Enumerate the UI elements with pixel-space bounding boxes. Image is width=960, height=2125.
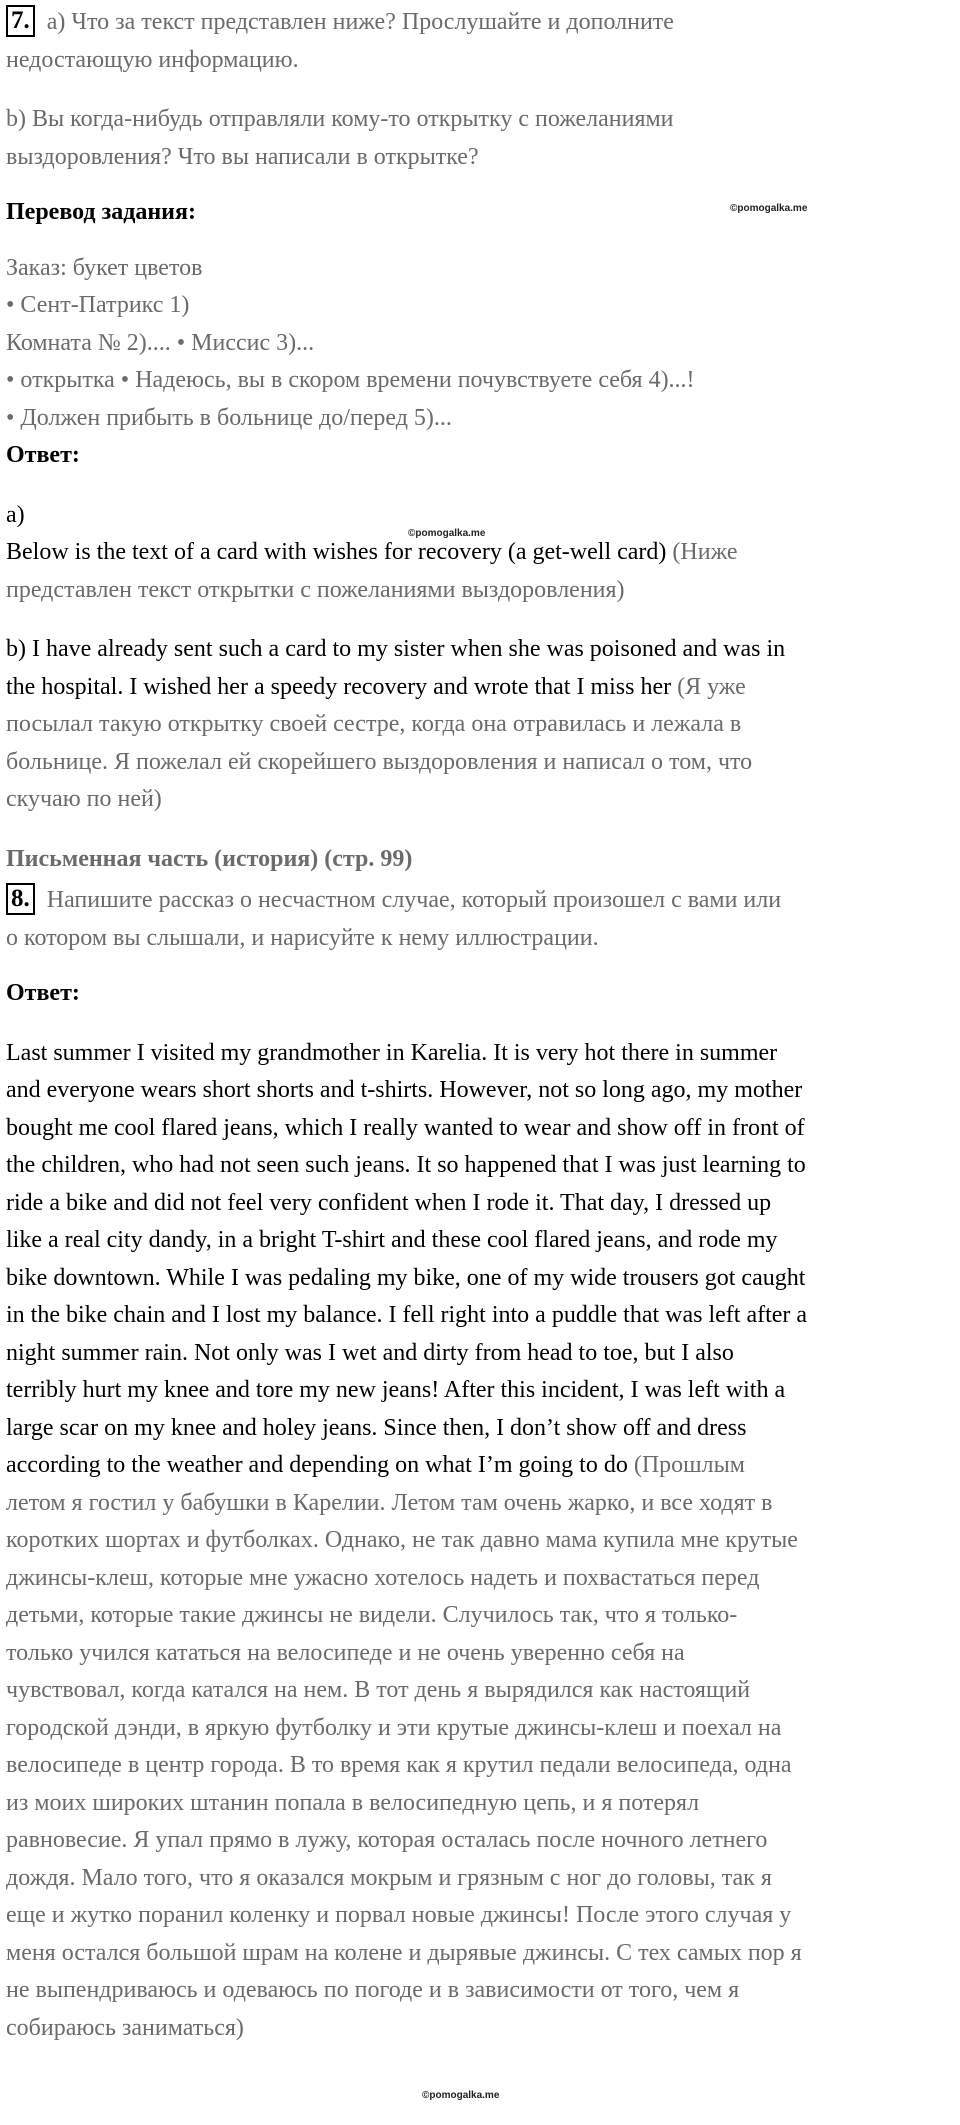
answer7-b-line1: b) I have already sent such a card to my sister when she was poisoned and was in [6, 636, 786, 662]
task8-number: 8. [6, 883, 35, 915]
answer8-en-line: bought me cool flared jeans, which I really wanted to wear and show off in front of [6, 1114, 805, 1141]
answer8-ru-line: летом я гостил у бабушки в Карелии. Летом там очень жарко, и все ходят в [6, 1489, 773, 1516]
answer8-ru-line: еще и жутко поранил коленку и порвал новые джинсы! После этого случая у [6, 1902, 792, 1928]
answer7-a-label: a) [6, 501, 25, 528]
translation-line-5: • Должен прибыть в больнице до/перед 5)... [6, 404, 452, 431]
answer8-en-line: bike downtown. While I was pedaling my bike, one of my wide trousers got caught [6, 1264, 806, 1291]
task7-b-line1: b) Вы когда-нибудь отправляли кому-то открытку с пожеланиями [6, 106, 674, 132]
translation-line-3: Комната № 2).... • Миссис 3)... [6, 329, 315, 356]
translation-line-1: Заказ: букет цветов [6, 254, 203, 281]
translation-line-2: • Сент-Патрикс 1) [6, 292, 190, 318]
watermark: ©pomogalka.me [730, 203, 808, 214]
answer8-ru-line: дождя. Мало того, что я оказался мокрым и грязным с ног до головы, так я [6, 1864, 772, 1891]
answer7-b-line2: the hospital. I wished her a speedy recovery and wrote that I miss her (Я уже [6, 673, 746, 700]
answer7-b-line5: скучаю по ней) [6, 786, 162, 812]
answer8-en-line: like a real city dandy, in a bright T-shirt and these cool flared jeans, and rode my [6, 1227, 778, 1253]
answer8-ru-line: чувствовал, когда катался на нем. В тот день я вырядился как настоящий [6, 1677, 751, 1703]
task7-number: 7. [6, 5, 35, 37]
answer8-ru-line: детьми, которые такие джинсы не видели. Случилось так, что я только- [6, 1602, 738, 1628]
translation-line-4: • открытка • Надеюсь, вы в скором времени почувствуете себя 4)...! [6, 367, 695, 393]
answer8-en-line: the children, who had not seen such jeans. It so happened that I was just learning to [6, 1152, 806, 1178]
answer8-en-line: ride a bike and did not feel very confident when I rode it. That day, I dressed up [6, 1189, 772, 1216]
answer7-heading: Ответ: [6, 442, 80, 468]
answer8-ru-line: только учился кататься на велосипеде и не очень уверенно себя на [6, 1639, 685, 1666]
answer8-ru-line: городской дэнди, в яркую футболку и эти крутые джинсы-клеш и поехал на [6, 1714, 782, 1741]
task7-a-line2: недостающую информацию. [6, 46, 299, 73]
answer8-ru-line: коротких шортах и футболках. Однако, не так давно мама купила мне крутые [6, 1527, 798, 1553]
written-part-heading: Письменная часть (история) (стр. 99) [6, 845, 413, 872]
task8-line2: о котором вы слышали, и нарисуйте к нему иллюстрации. [6, 924, 599, 951]
answer8-en-line: Last summer I visited my grandmother in Karelia. It is very hot there in summer [6, 1039, 778, 1066]
answer8-ru-line: не выпендриваюсь и одеваюсь по погоде и в зависимости от того, чем я [6, 1977, 740, 2003]
answer8-en-line: night summer rain. Not only was I wet and dirty from head to toe, but I also [6, 1339, 734, 1366]
answer8-ru-line: меня остался большой шрам на колене и дырявые джинсы. С тех самых пор я [6, 1939, 802, 1966]
answer8-ru-line: равновесие. Я упал прямо в лужу, которая осталась после ночного летнего [6, 1827, 768, 1853]
answer8-en-line: in the bike chain and I lost my balance. I fell right into a puddle that was left after a [6, 1302, 808, 1328]
answer8-ru-line: велосипеде в центр города. В то время как я крутил педали велосипеда, одна [6, 1752, 792, 1778]
answer8-ru-line: джинсы-клеш, которые мне ужасно хотелось надеть и похвастаться перед [6, 1564, 760, 1591]
answer8-mixed-line: according to the weather and depending on what I’m going to do (Прошлым [6, 1452, 745, 1478]
task7-b-line2: выздоровления? Что вы написали в открытке? [6, 143, 479, 170]
translation-heading: Перевод задания: [6, 199, 196, 225]
watermark: ©pomogalka.me [422, 2090, 500, 2101]
task7-a-line1: 7. a) Что за текст представлен ниже? Прослушайте и дополните [6, 4, 954, 42]
answer8-en-line: and everyone wears short shorts and t-shirts. However, not so long ago, my mother [6, 1077, 803, 1103]
answer8-ru-line: собираюсь заниматься) [6, 2014, 244, 2041]
answer7-b-line3: посылал такую открытку своей сестре, когда она отравилась и лежала в [6, 711, 742, 737]
answer8-en-line: large scar on my knee and holey jeans. Since then, I don’t show off and dress [6, 1414, 747, 1441]
watermark: ©pomogalka.me [408, 528, 486, 539]
answer7-b-line4: больнице. Я пожелал ей скорейшего выздоровления и написал о том, что [6, 748, 753, 775]
answer8-ru-line: из моих широких штанин попала в велосипедную цепь, и я потерял [6, 1789, 700, 1816]
answer7-a-line1: Below is the text of a card with wishes for recovery (a get-well card) (Ниже [6, 539, 738, 565]
task8-line1: 8. Напишите рассказ о несчастном случае, который произошел с вами или [6, 882, 954, 920]
document-page [6, 0, 954, 2047]
answer8-en-line: terribly hurt my knee and tore my new jeans! After this incident, I was left with a [6, 1377, 786, 1403]
answer8-heading: Ответ: [6, 980, 80, 1006]
answer7-a-line2: представлен текст открытки с пожеланиями выздоровления) [6, 576, 625, 603]
